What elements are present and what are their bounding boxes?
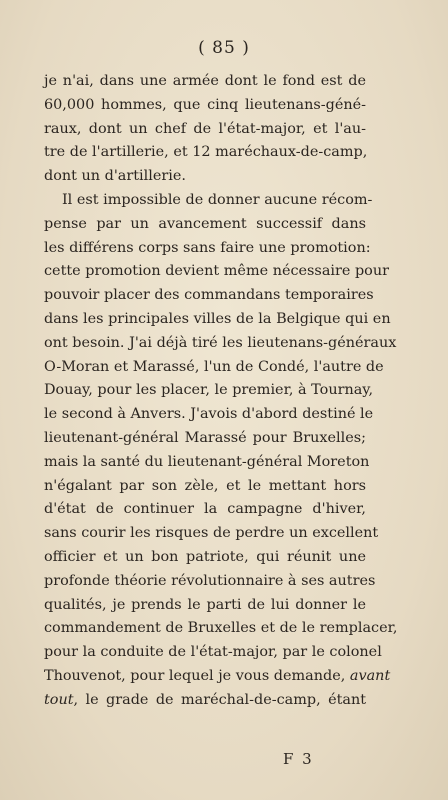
text-line: sans courir les risques de perdre un excellent [44,525,379,542]
text-line: mais la santé du lieutenant-général Moreton [44,453,370,470]
text-line: profonde théorie révolutionnaire à ses autres [44,572,376,589]
text-line: n'égalant par son zèle, et le mettant hors [44,477,366,494]
text-line [44,665,391,689]
body-text [44,70,398,713]
text-line: dans les principales villes de la Belgique qui en [44,310,391,327]
italic-text: avant [349,667,391,684]
text-line: le second à Anvers. J'avois d'abord destiné le [44,406,374,423]
page-number: ( 85 ) [198,38,250,58]
text-line: Il est impossible de donner aucune récom- [62,191,373,208]
text-line [44,689,366,713]
text-line: ont besoin. J'ai déjà tiré les lieutenans-généraux [44,334,397,351]
text-line: cette promotion devient même nécessaire pour [44,263,389,280]
text-line: pense par un avancement successif dans [44,215,366,232]
text-line: Douay, pour les placer, le premier, à Tournay, [44,382,374,399]
text-line: raux, dont un chef de l'état-major, et l'au- [44,120,366,137]
text-line: lieutenant-général Marassé pour Bruxelles; [44,429,366,446]
text-line: 60,000 hommes, que cinq lieutenans-géné- [44,96,366,113]
text-line: qualités, je prends le parti de lui donner le [44,596,366,613]
signature-mark: F 3 [283,750,314,768]
text-line: tre de l'artillerie, et 12 maréchaux-de-camp, [44,144,368,161]
text-line: pour la conduite de l'état-major, par le colonel [44,644,382,661]
italic-text: tout [44,691,74,708]
text-segment: Thouvenot, pour lequel je vous demande, [44,667,346,684]
text-line: commandement de Bruxelles et de le remplacer, [44,620,398,637]
text-line: les différens corps sans faire une promotion: [44,239,371,256]
text-line: O-Moran et Marassé, l'un de Condé, l'autre de [44,358,384,375]
text-line: officier et un bon patriote, qui réunit une [44,548,366,565]
text-segment: , le grade de maréchal-de-camp, étant [73,691,366,708]
text-line: dont un d'artillerie. [44,168,186,185]
text-line: je n'ai, dans une armée dont le fond est de [44,73,366,89]
text-line: d'état de continuer la campagne d'hiver, [44,501,366,518]
text-line: pouvoir placer des commandans temporaires [44,287,374,304]
